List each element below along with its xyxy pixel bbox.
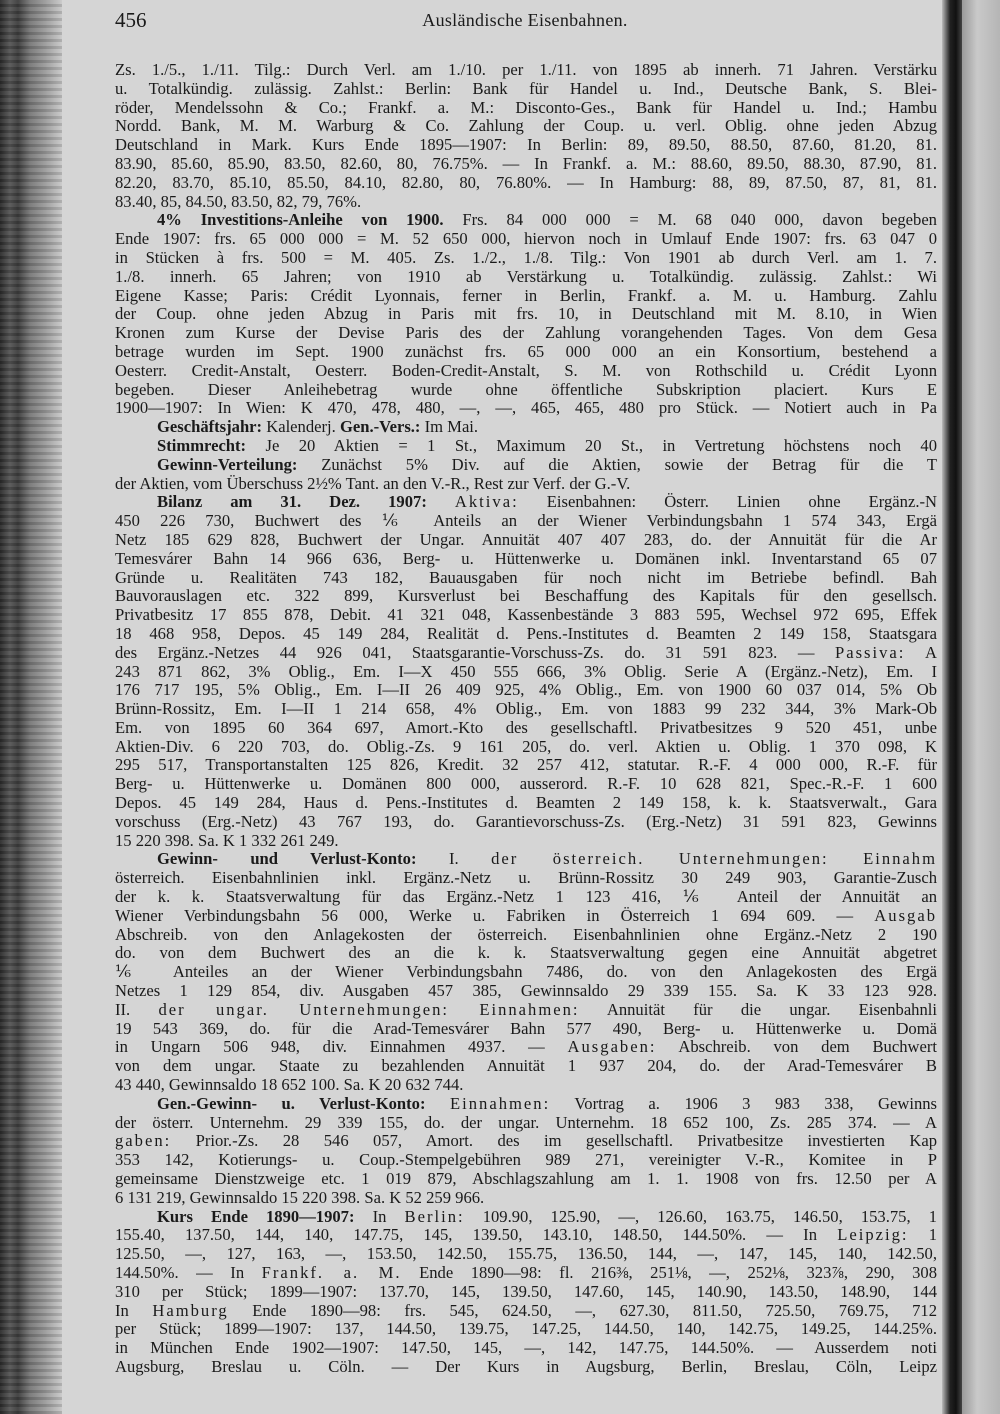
text-run: Em. von 1895 60 364 697, Amort.-Kto des gesellschaftl. Privatbesitzes 9 520 451, unbe <box>115 718 937 737</box>
text-run: Abschreib. von den Anlagekosten der österreich. Eisenbahnlinien ohne Ergänz.-Netz 2 190 <box>115 925 937 944</box>
text-run: Temesvárer Bahn 14 966 636, Berg- u. Hüttenwerke u. Domänen inkl. Inventarstand 65 07 <box>115 549 937 568</box>
text-line <box>115 475 937 494</box>
spaced-text: Einnahmen: <box>450 1094 551 1113</box>
text-run: in Ungarn 506 948, div. Einnahmen 4937. — <box>115 1038 568 1057</box>
text-line <box>115 155 937 174</box>
text-line <box>115 1170 937 1189</box>
spaced-text: Frankf. a. M. <box>261 1264 402 1282</box>
text-run: 43 440, Gewinnsaldo 18 652 100. Sa. K 20 632 744. <box>115 1076 464 1095</box>
text-line <box>115 1189 937 1208</box>
text-line <box>115 1226 937 1245</box>
text-line <box>115 1020 937 1039</box>
text-line <box>115 644 937 663</box>
text-run: Augsburg, Breslau u. Cöln. — Der Kurs in Augsburg, Berlin, Breslau, Cöln, Leipz <box>115 1357 937 1376</box>
text-run: ⅙ Anteiles an der Wiener Verbindungsbahn 7486, do. von den Anlagekosten des Ergä <box>115 963 937 982</box>
text-line <box>115 1076 937 1095</box>
text-run: 176 717 195, 5% Oblig., Em. I—II 26 409 925, 4% Oblig., Em. von 1900 60 037 014, 5% Ob <box>115 681 937 700</box>
text-line <box>115 80 937 99</box>
spaced-text: Berlin: <box>404 1207 465 1226</box>
text-line <box>115 907 937 926</box>
text-run: Bauvorauslagen etc. 322 899, Kursverlust bei Beschaffung des Kapitals für den gesellsch. <box>115 587 937 606</box>
text-run <box>425 1095 450 1113</box>
text-run: Brünn-Rossitz, Em. I—II 1 214 658, 4% Oblig., Em. von 1883 99 232 344, 3% Mark-Ob <box>115 700 937 719</box>
text-line <box>115 493 937 512</box>
text-run: Zunächst 5% Div. auf die Aktien, sowie der Betrag für die T <box>297 455 937 474</box>
text-run: Frs. 84 000 000 = M. 68 040 000, davon begeben <box>443 211 937 230</box>
text-run: vorschuss (Erg.-Netz) 43 767 193, do. Garantievorschuss-Zs. (Erg.-Netz) 31 591 823, Gewinns <box>115 812 937 831</box>
text-line <box>115 1320 937 1339</box>
text-line <box>115 926 937 945</box>
text-line <box>115 850 937 869</box>
text-run: Kalenderj. <box>262 418 340 437</box>
text-run: 82.20, 83.70, 85.10, 85.50, 84.10, 82.80, 80, 76.80%. — In Hamburg: 88, 89, 87.50, 87, 81, 81. <box>115 173 937 192</box>
text-line <box>115 944 937 963</box>
text-line <box>115 117 937 136</box>
bold-heading: Geschäftsjahr: <box>157 418 263 437</box>
text-run: Eigene Kasse; Paris: Crédit Lyonnais, ferner in Berlin, Frankf. a. M. u. Hamburg. Zahlu <box>115 286 937 305</box>
text-run: do. von dem Buchwert des an die k. k. Staatsverwaltung gegen eine Annuität abgetret <box>115 944 937 963</box>
text-run: 310 per Stück; 1899—1907: 137.70, 145, 139.50, 147.60, 145, 140.90, 143.50, 148.90, 144 <box>115 1282 937 1301</box>
bold-heading: Gen.-Vers.: <box>339 418 421 437</box>
text-line <box>115 249 937 268</box>
text-line <box>115 1114 937 1133</box>
text-line <box>115 681 937 700</box>
text-run: begeben. Dieser Anleihebetrag wurde ohne öffentliche Subskription placiert. Kurs E <box>115 380 937 399</box>
text-line <box>115 268 937 287</box>
text-line <box>115 399 937 418</box>
spaced-text: Hamburg <box>152 1301 229 1320</box>
text-run: 1./8. innerh. 65 Jahren; von 1910 ab Verstärkung u. Totalkündig. zulässig. Zahlst.: Wi <box>115 267 937 286</box>
text-run: Ende 1907: frs. 65 000 000 = M. 52 650 000, hiervon noch in Umlauf Ende 1907: frs. 63 047 0 <box>115 230 937 249</box>
spaced-text: Passiva: <box>834 643 906 662</box>
bold-heading: Kurs Ende 1890—1907: <box>157 1207 355 1226</box>
text-run: 83.40, 85, 84.50, 83.50, 82, 79, 76%. <box>115 192 362 211</box>
text-run: des Ergänz.-Netzes 44 926 041, Staatsgarantie-Vorschuss-Zs. do. 31 591 823. — <box>115 643 835 662</box>
text-run: Deutschland in Mark. Kurs Ende 1895—1907: In Berlin: 89, 89.50, 88.50, 87.60, 81.20, 81. <box>115 136 937 155</box>
text-line <box>115 230 937 249</box>
text-line <box>115 663 937 682</box>
text-line <box>115 1132 937 1151</box>
text-run: Oesterr. Credit-Anstalt, Oesterr. Boden-Credit-Anstalt, S. M. von Rothschild u. Crédit Lyonn <box>115 361 937 380</box>
text-line <box>115 700 937 719</box>
text-line <box>115 888 937 907</box>
spaced-text: der österreich. Unternehmungen: Einnahm <box>491 850 937 869</box>
text-line <box>115 1245 937 1264</box>
text-line <box>115 418 937 437</box>
text-line <box>115 756 937 775</box>
text-run: Privatbesitz 17 855 878, Debit. 41 321 048, Kassenbestände 3 883 595, Wechsel 972 695, Effek <box>115 606 937 625</box>
text-run: 144.50%. — In <box>115 1264 262 1282</box>
text-line <box>115 775 937 794</box>
text-run: Netzes 1 129 854, div. Ausgaben 457 385, Gewinnsaldo 29 339 155. Sa. K 33 123 928. <box>115 982 937 1001</box>
text-line <box>115 174 937 193</box>
text-run: 155.40, 137.50, 144, 140, 147.75, 145, 139.50, 143.10, 148.50, 144.50%. — In <box>115 1226 838 1245</box>
bold-heading: Stimmrecht: <box>157 436 247 455</box>
text-run: Abschreib. von dem Buchwert <box>656 1038 937 1057</box>
text-line <box>115 456 937 475</box>
text-line <box>115 211 937 230</box>
text-run: Depos. 45 149 284, Haus d. Pens.-Institutes d. Beamten 2 149 158, k. k. Staatsverwalt., Gara <box>115 794 937 813</box>
text-run: Ende 1890—98: fl. 216⅜, 251⅛, —, 252⅛, 323⅞, 290, 308 <box>401 1264 937 1282</box>
text-line <box>115 512 937 531</box>
text-run: Nordd. Bank, M. M. Warburg & Co. Zahlung der Coup. u. verl. Oblig. ohne jeden Abzug <box>115 117 937 136</box>
text-line <box>115 381 937 400</box>
spaced-text: Aktiva: <box>454 493 519 512</box>
text-line <box>115 1208 937 1227</box>
text-run: u. Totalkündig. zulässig. Zahlst.: Berlin: Bank für Handel u. Ind., Deutsche Bank, S. Blei- <box>115 79 937 98</box>
text-run: II. <box>115 1000 159 1019</box>
text-line <box>115 531 937 550</box>
text-line <box>115 193 937 212</box>
text-line <box>115 305 937 324</box>
bold-heading: Gewinn- und Verlust-Konto: <box>157 850 417 869</box>
text-line <box>115 569 937 588</box>
text-run: betrage wurden im Sept. 1900 zunächst frs. 65 000 000 an ein Konsortium, bestehend a <box>115 342 937 361</box>
text-run: Wiener Verbindungsbahn 56 000, Werke u. Fabriken in Österreich 1 694 609. — <box>115 906 875 925</box>
text-line <box>115 1057 937 1076</box>
spaced-text: der ungar. Unternehmungen: Einnahmen: <box>158 1000 580 1019</box>
running-title: Ausländische Eisenbahnen. <box>422 10 628 30</box>
text-line <box>115 1283 937 1302</box>
text-run: der Coup. ohne jeden Abzug in Paris mit frs. 10, in Deutschland mit M. 8.10, in Wien <box>115 305 937 324</box>
text-run <box>427 493 455 511</box>
text-run: In <box>354 1207 405 1226</box>
text-line <box>115 362 937 381</box>
text-run: 450 226 730, Buchwert des ⅙ Anteils an der Wiener Verbindungsbahn 1 574 343, Ergä <box>115 512 937 531</box>
text-line <box>115 794 937 813</box>
text-line <box>115 625 937 644</box>
text-line <box>115 869 937 888</box>
text-run: 109.90, 125.90, —, 126.60, 163.75, 146.50, 153.75, 1 <box>464 1207 937 1226</box>
text-line <box>115 832 937 851</box>
text-run: 18 468 958, Depos. 45 149 284, Realität d. Pens.-Institutes d. Beamten 2 149 158, Staatsgara <box>115 624 937 643</box>
text-line <box>115 738 937 757</box>
text-run: Aktien-Div. 6 220 703, do. Oblig.-Zs. 9 161 205, do. verl. Aktien u. Oblig. 1 370 098, K <box>115 737 937 756</box>
text-run: per Stück; 1899—1907: 137, 144.50, 139.75, 147.25, 144.50, 140, 142.75, 149.25, 144.25%. <box>115 1320 937 1339</box>
text-line <box>115 99 937 118</box>
text-run: 1 <box>908 1226 937 1245</box>
text-run: Im Mai. <box>420 418 479 437</box>
text-run: Zs. 1./5., 1./11. Tilg.: Durch Verl. am 1./10. per 1./11. von 1895 ab innerh. 71 Jahren. Verstärku <box>115 61 937 79</box>
text-run: österreich. Eisenbahnlinien inkl. Ergänz.-Netz u. Brünn-Rossitz 30 249 903, Garantie-Zusch <box>115 869 937 888</box>
text-run: Prior.-Zs. 28 546 057, Amort. des im gesellschaftl. Privatbesitze investierten Kap <box>171 1132 937 1151</box>
text-run: 83.90, 85.60, 85.90, 83.50, 82.60, 80, 76.75%. — In Frankf. a. M.: 88.60, 89.50, 88.30, 87.90, 81. <box>115 154 937 173</box>
text-run: 353 142, Kotierungs- u. Coup.-Stempelgebühren 989 271, vereinigter V.-R., Komitee in P <box>115 1151 937 1170</box>
text-run: Gründe u. Realitäten 743 182, Bauausgaben für noch nicht im Betriebe befindl. Bah <box>115 568 937 587</box>
text-run: Netz 185 629 828, Buchwert der Ungar. Annuität 407 407 283, do. der Annuität für die Ar <box>115 530 937 549</box>
text-line <box>115 1038 937 1057</box>
bold-heading: Gen.-Gewinn- u. Verlust-Konto: <box>157 1094 426 1113</box>
text-run: I. <box>416 850 492 869</box>
spaced-text: Leipzig: <box>837 1226 909 1245</box>
text-line <box>115 324 937 343</box>
text-run: der Aktien, vom Überschuss 2½% Tant. an den V.-R., Rest zur Verf. der G.-V. <box>115 474 631 493</box>
text-line <box>115 1339 937 1358</box>
text-run: 125.50, —, 127, 163, —, 153.50, 142.50, 155.75, 136.50, 144, —, 147, 145, 140, 142.50, <box>115 1245 937 1264</box>
text-run: Berg- u. Hüttenwerke u. Domänen 800 000, ausserord. R.-F. 10 628 821, Spec.-R.-F. 1 600 <box>115 775 937 794</box>
text-run: Eisenbahnen: Österr. Linien ohne Ergänz.-N <box>518 493 937 512</box>
adjacent-page-fragment <box>962 0 1000 1414</box>
text-run: in Stücken à frs. 500 = M. 405. Zs. 1./2., 1./8. Tilg.: Von 1901 ab durch Verl. am 1. 7. <box>115 248 937 267</box>
text-line <box>115 813 937 832</box>
bold-heading: Bilanz am 31. Dez. 1907: <box>157 493 427 512</box>
text-line <box>115 1358 937 1377</box>
text-line <box>115 437 937 456</box>
text-line <box>115 1001 937 1020</box>
text-run: A <box>905 643 937 662</box>
text-run: In <box>115 1301 153 1320</box>
spaced-text: gaben: <box>115 1132 172 1151</box>
text-line <box>115 963 937 982</box>
text-line <box>115 136 937 155</box>
page-header <box>115 8 935 34</box>
text-line <box>115 1302 937 1321</box>
text-run: röder, Mendelssohn & Co.; Frankf. a. M.: Disconto-Ges., Bank für Handel u. Ind.; Hambu <box>115 98 937 117</box>
text-run: Ende 1890—98: frs. 545, 624.50, —, 627.30, 811.50, 725.50, 769.75, 712 <box>228 1301 937 1320</box>
text-run: Kronen zum Kurse der Devise Paris des der Zahlung vorangehenden Tages. Von dem Gesa <box>115 324 937 343</box>
text-line <box>115 719 937 738</box>
text-line <box>115 550 937 569</box>
text-line <box>115 606 937 625</box>
text-run: Vortrag a. 1906 3 983 338, Gewinns <box>550 1094 937 1113</box>
text-run: der k. k. Staatsverwaltung für das Ergänz.-Netz 1 123 416, ⅙ Anteil der Annuität an <box>115 888 937 907</box>
text-run: gemeinsame Dienstzweige etc. 1 019 879, Abschlagszahlung am 1. 1. 1908 von frs. 12.50 per A <box>115 1170 937 1189</box>
text-line <box>115 61 937 80</box>
text-line <box>115 982 937 1001</box>
bold-heading: 4% Investitions-Anleihe von 1900. <box>157 211 444 230</box>
page-body-text <box>115 61 937 1377</box>
text-line <box>115 287 937 306</box>
scan-left-edge <box>0 0 62 1414</box>
text-run: in München Ende 1902—1907: 147.50, 145, —, 142, 147.75, 144.50%. — Ausserdem noti <box>115 1339 937 1358</box>
text-line <box>115 1264 937 1283</box>
text-run: Annuität für die ungar. Eisenbahnli <box>579 1000 937 1019</box>
text-line <box>115 343 937 362</box>
book-gutter <box>942 0 962 1414</box>
text-run: 6 131 219, Gewinnsaldo 15 220 398. Sa. K 52 259 966. <box>115 1188 485 1207</box>
text-line <box>115 1151 937 1170</box>
spaced-text: Ausgab <box>874 906 937 925</box>
spaced-text: Ausgaben: <box>567 1038 657 1057</box>
text-run: von dem ungar. Staate zu bezahlenden Annuität 1 937 204, do. der Arad-Temesvárer B <box>115 1057 937 1076</box>
text-run: 295 517, Transportanstalten 125 826, Kredit. 32 257 412, statutar. R.-F. 4 000 000, R.-F. für <box>115 756 937 775</box>
text-run: der österr. Unternehm. 29 339 155, do. der ungar. Unternehm. 18 652 100, Zs. 285 374. — A <box>115 1113 937 1132</box>
text-line <box>115 587 937 606</box>
text-line <box>115 1095 937 1114</box>
text-run: 19 543 369, do. für die Arad-Temesvárer Bahn 577 490, Berg- u. Hüttenwerke u. Domä <box>115 1019 937 1038</box>
bold-heading: Gewinn-Verteilung: <box>157 455 298 474</box>
text-run: Je 20 Aktien = 1 St., Maximum 20 St., in Vertretung höchstens noch 40 <box>246 436 937 455</box>
text-run: 243 871 862, 3% Oblig., Em. I—X 450 555 666, 3% Oblig. Serie A (Ergänz.-Netz), Em. I <box>115 662 937 681</box>
text-run: 15 220 398. Sa. K 1 332 261 249. <box>115 831 339 850</box>
page-number: 456 <box>115 8 147 32</box>
text-run: 1900—1907: In Wien: K 470, 478, 480, —, —, 465, 465, 480 pro Stück. — Notiert auch in Pa <box>115 399 937 418</box>
